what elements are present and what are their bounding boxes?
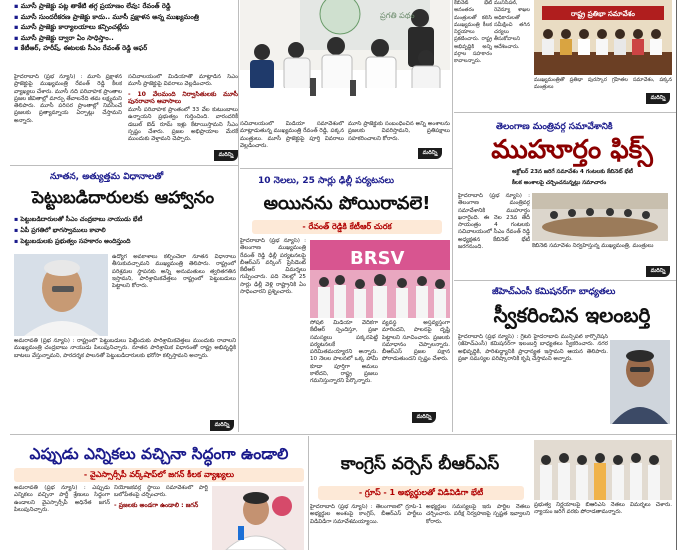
- nutana-col-right: ఉద్యోగ అవకాశాలు కల్పించేలా నూతన విధానాలు తీసుకువచ్చామని ముఖ్యమంత్రి తెలిపారు. రాష్ట్రంలో పరిశ్రమల స్థాపనకు అన్ని అనుమతులు త్వరితగతిన ఇస్తామని, పారిశ్రామికవేత్తలు రాష్ట్రంలో పెట్టుబడులు పెట్టాలని కోరారు.: [112, 254, 236, 290]
- more-button[interactable]: మరిన్ని: [646, 266, 670, 277]
- section-divider: [10, 165, 238, 166]
- nutana-bullets: [14, 214, 238, 252]
- portrait-illustration: [14, 254, 108, 336]
- top-left-bullets: [14, 1, 236, 69]
- ayinanu-col1: హైదరాబాద్ (ప్రభ న్యూస్) : తెలంగాణ ముఖ్యమంత్రి రేవంత్ రెడ్డి ఢిల్లీ పర్యటనలపై బీఆర్ఎస్ వర్కింగ్ ప్రెసిడెంట్ కేటీఆర్ విమర్శలు గుప్పించారు. పది నెలల్లో 25 సార్లు ఢిల్లీ వెళ్లి రాష్ట్రానికి ఏం సాధించారని ప్రశ్నించారు.: [240, 238, 306, 296]
- bullet: ▪ పెట్టుబడులకు ప్రభుత్వం సహకారం అందిస్తుంది: [14, 236, 238, 247]
- ayinanu-col-bottom: సోషల్ మీడియా వేదికగా కేటీఆర్ స్పందిస్తూ, ప్రజా సమస్యలు పక్కనపెట్టి పర్యటనలకే పరిమితమయ్యారని అన్నారు. 10 నెలల పాలనలో ఒక్క హామీ కూడా పూర్తిగా అమలు కాలేదని, రాష్ట్ర ప్రజలు గమనిస్తున్నారని పేర్కొన్నారు.: [310, 320, 378, 385]
- top-left-col2: [128, 74, 238, 160]
- more-button[interactable]: మరిన్ని: [418, 148, 442, 159]
- ilambarthi-kicker: జీహెచ్ఎంసీ కమిషనర్‌గా బాధ్యతలు: [492, 287, 616, 297]
- congress-col2: అభ్యర్థుల సమస్యలపై ఇరు పార్టీల నేతలు చర్చించారు. పరీక్ష నిర్వహణపై స్పష్టత ఇవ్వాలని కోరారు.: [426, 504, 530, 525]
- ceremony-illustration: [534, 0, 672, 75]
- top-left-col2-intro: సచివాలయంలో మీడియాతో మాట్లాడిన సీఎం మూసీ ప్రాజెక్టుపై వివరాలు వెల్లడించారు.: [128, 74, 238, 88]
- eppudu-headline: ఎప్పుడు ఎన్నికలు వచ్చినా సిద్ధంగా ఉండాలి: [29, 445, 289, 463]
- cabinet-meeting-photo: [532, 193, 668, 241]
- muhurtham-body: హైదరాబాద్ (ప్రభ న్యూస్) : తెలంగాణ మంత్రివర్గ సమావేశానికి ముహూర్తం ఖరారైంది. ఈ నెల 23వ తేదీ సాయంత్రం 4 గంటలకు సచివాలయంలో సీఎం రేవంత్ రెడ్డి అధ్యక్షతన కేబినెట్ భేటీ జరగనుంది.: [458, 193, 530, 251]
- award-photo-caption: ముఖ్యమంత్రితో ప్రతిభా పురస్కార గ్రహీతల సమావేశం, పక్కన మంత్రులు: [534, 77, 672, 91]
- congress-headline: కాంగ్రెస్ వర్సెస్ బీఆర్ఎస్: [340, 454, 500, 474]
- eppudu-bar: - వైఎస్సార్సీపీ వర్క్‌షాప్‌లో జగన్ కీలక వ్యాఖ్యలు: [14, 468, 304, 482]
- top-left-col1: హైదరాబాద్ (ప్రభ న్యూస్) : మూసీ ప్రక్షాళన ప్రాజెక్టుపై ముఖ్యమంత్రి రేవంత్ రెడ్డి కీలక వ్యాఖ్యలు చేశారు. మూసీ నది పరివాహక ప్రాంతాల ప్రజల జీవితాల్లో మార్పు తేవాలనేది తమ లక్ష్యమని తెలిపారు. మూసీ పరిసర ప్రాంతాల్లో నివసించే ప్రజలకు ప్రత్యామ్నాయ ఏర్పాట్లు చేస్తామని అన్నారు.: [14, 74, 122, 124]
- more-button[interactable]: మరిన్ని: [214, 150, 238, 161]
- column-divider: [452, 0, 453, 432]
- group-meeting-illustration: [534, 440, 672, 500]
- top-left-subhead: - 10 వేలమంది నిర్వాసితులకు మూసీ పునరావాస ఆవాసాలు: [128, 90, 238, 105]
- center-press-photo: [240, 0, 450, 118]
- rally-banner-text: BRSV: [350, 248, 405, 269]
- bullet: ▪ మూసీ ప్రాజెక్టు కార్యాలయాలు కన్పించట్లేదు: [14, 22, 236, 33]
- cabinet-illustration: [532, 193, 668, 241]
- cabinet-photo-caption: కేబినెట్ సమావేశం నిర్వహిస్తున్న ముఖ్యమంత్రి, మంత్రులు: [532, 243, 654, 249]
- ayinanu-bar: - రేవంత్ రెడ్డికి కేటీఆర్ చురక: [252, 220, 442, 234]
- eppudu-col2-body: నియోజకవర్గ స్థాయి సమావేశంలో పార్టీ బలోపేతంపై చర్చించారు.: [114, 485, 208, 499]
- bullet: ▪ మూసీ సుందరీకరణ ప్రాజెక్టు కాదు.. మూసీ ప్రక్షాళన అన్న ముఖ్యమంత్రి: [14, 12, 236, 23]
- chandrababu-portrait: [14, 254, 108, 336]
- ayinanu-col-right: వ్యవస్థ అస్తవ్యస్తంగా మారిందని, పాలనపై దృష్టి పెట్టాలని సూచించారు. ప్రజలకు సమాధానం చెప్పాలన్నారు. బీఆర్ఎస్ ప్రజల పక్షాన పోరాడుతుందని స్పష్టం చేశారు.: [382, 320, 450, 363]
- center-caption-col1: సచివాలయంలో మీడియా సమావేశంలో మాట్లాడుతున్న ముఖ్యమంత్రి రేవంత్ రెడ్డి, పక్కన మంత్రులు. మూసీ ప్రాజెక్టుపై పూర్తి వివరాలు వెల్లడించారు.: [240, 121, 344, 149]
- bullet: ▪ మూసీ ప్రాజెక్టు పట్ల తాకేటి తగ్గ ప్రయాణం లేవు: రేవంత్ రెడ్డి: [14, 1, 236, 12]
- more-button[interactable]: మరిన్ని: [646, 93, 670, 104]
- column-divider: [308, 436, 309, 550]
- muhurtham-bullet-1: అక్టోబర్ 23న జరిగే సమావేశం 4 గంటలకు కేబినెట్ భేటీ: [512, 169, 633, 175]
- section-divider: [454, 112, 676, 113]
- congress-meeting-photo: [534, 440, 672, 500]
- eppudu-col1: అమరావతి (ప్రభ న్యూస్) : ఎప్పుడు ఎన్నికలు వచ్చినా పార్టీ శ్రేణులు సిద్ధంగా ఉండాలని వైఎస్సార్సీపీ అధినేత జగన్ పిలుపునిచ్చారు.: [14, 485, 110, 513]
- section-divider: [10, 434, 676, 435]
- eppudu-subhead: - ప్రజలకు అండగా ఉండాలి : జగన్: [114, 501, 199, 509]
- ilambarthi-portrait: [610, 340, 670, 424]
- congress-bar: - గ్రూప్ - 1 అభ్యర్థులతో విడివిడిగా భేటీ: [318, 486, 524, 500]
- ilambarthi-col1: హైదరాబాద్ (ప్రభ న్యూస్) : గ్రేటర్ హైదరాబాద్ మున్సిపల్ కార్పొరేషన్ (జీహెచ్ఎంసీ) కమిషనర్‌గా ఇలంబర్తి బాధ్యతలు స్వీకరించారు. నగర అభివృద్ధికి, పారిశుద్ధ్యానికి ప్రాధాన్యత ఇస్తామని ఆయన తెలిపారు. ప్రజా సమస్యల పరిష్కారానికి కృషి చేస్తామని అన్నారు.: [458, 334, 608, 362]
- more-button[interactable]: మరిన్ని: [412, 412, 436, 423]
- jagan-photo: [212, 486, 304, 550]
- congress-col3: ప్రభుత్వ నిర్ణయాలపై బీఆర్ఎస్ నేతలు విమర్శలు చేశారు. న్యాయం జరిగే వరకు పోరాడతామన్నారు.: [534, 502, 672, 516]
- ceremony-banner-text: రాష్ట్ర ప్రతిభా సమావేశం: [571, 10, 635, 18]
- bullet: ▪ మూసీ ప్రాజెక్టు ద్వారా ఏం సాధిస్తాం..: [14, 33, 236, 44]
- rally-illustration: [310, 240, 450, 318]
- ktr-rally-photo: [310, 240, 450, 318]
- congress-col1: హైదరాబాద్ (ప్రభ న్యూస్) : తెలంగాణలో గ్రూప్-1 అభ్యర్థుల అంశంపై కాంగ్రెస్, బీఆర్ఎస్ పార్టీలు విడివిడిగా సమావేశమయ్యాయి.: [310, 504, 422, 525]
- nutana-headline: పెట్టుబడిదారులకు ఆహ్వానం: [31, 188, 215, 208]
- nutana-kicker: నూతన, అత్యుత్తమ విధానాలతో: [50, 172, 164, 182]
- muhurtham-kicker: తెలంగాణ మంత్రివర్గ సమావేశానికి: [496, 122, 613, 132]
- nutana-col-bottom: అమరావతి (ప్రభ న్యూస్) : రాష్ట్రంలో పెట్టుబడులు పెట్టేందుకు పారిశ్రామికవేత్తలు ముందుకు రావాలని ముఖ్యమంత్రి చంద్రబాబు నాయుడు పిలుపునిచ్చారు. నూతన పారిశ్రామిక విధానంతో రాష్ట్ర అభివృద్ధికి బాటలు వేస్తున్నామని, పారదర్శక పాలనతో పెట్టుబడిదారులకు భరోసా కల్పిస్తామని అన్నారు.: [14, 338, 236, 359]
- photo-backdrop-text: ప్రగతి పథం: [380, 11, 415, 20]
- bullet: ▪ పెట్టుబడిదారులతో సీఎం చంద్రబాబు నాయుడు భేటీ: [14, 214, 238, 225]
- center-caption-col2: మూసీ ప్రాజెక్టుకు సంబంధించిన అన్ని అంశాలను ప్రజలకు వివరిస్తామని, ప్రతిపక్షాలు సహకరించాలని కోరారు.: [348, 121, 450, 142]
- bullet: ▪ ఏపీ ప్రగతిలో భాగస్వాములు కావాలి: [14, 225, 238, 236]
- muhurtham-headline: ముహూర్తం ఫిక్స్: [491, 135, 653, 165]
- bullet: ▪ కేటీఆర్, హరీష్, ఈటలకు సీఎం రేవంత్ రెడ్డి ఆఫర్: [14, 43, 236, 54]
- award-ceremony-photo: [534, 0, 672, 75]
- official-portrait-illustration: [610, 340, 670, 424]
- eppudu-col2: [114, 485, 208, 550]
- top-right-col2: మునిసిపల్, రెవెన్యూ శాఖల అధికారులతో సమీక్షించి తగిన చర్యలు తీసుకోవాలని ఆదేశించారు.: [494, 0, 530, 50]
- jagan-illustration: [212, 486, 304, 550]
- page-edge-rule: [676, 0, 677, 550]
- muhurtham-bullet-2: కీలక అంశాలపై చర్చించనున్నట్లు సమాచారం: [512, 180, 607, 186]
- more-button[interactable]: మరిన్ని: [210, 420, 234, 431]
- top-left-col2-body: మూసీ పరివాహక ప్రాంతంలో 33 వేల కుటుంబాలు ఉన్నాయని ప్రభుత్వం గుర్తించింది. వారందరికీ డబుల్ బెడ్ రూమ్ ఇళ్లు కేటాయిస్తామని సీఎం స్పష్టం చేశారు. ప్రజల అభిప్రాయాల మేరకే ముందుకు వెళ్తామని చెప్పారు.: [128, 107, 238, 143]
- ilambarthi-headline: స్వీకరించిన ఇలంబర్తి: [493, 303, 651, 327]
- ayinanu-kicker: 10 నెలలు, 25 సార్లు ఢిల్లీ పర్యటనలు: [258, 176, 394, 186]
- press-meet-illustration: [240, 0, 450, 118]
- top-right-col1: కేబినెట్ భేటీ అనంతరం మంత్రులతో కలిసి ముఖ్యమంత్రి కీలక నిర్ణయాలు ప్రకటించారు. రాష్ట్ర అభివృద్ధికి అన్ని వర్గాల సహకారం కావాలన్నారు.: [454, 0, 492, 65]
- section-divider: [240, 168, 452, 169]
- section-divider: [454, 280, 676, 281]
- ayinanu-headline: అయినను పోయిరావలె!: [263, 193, 431, 214]
- column-divider: [238, 0, 239, 432]
